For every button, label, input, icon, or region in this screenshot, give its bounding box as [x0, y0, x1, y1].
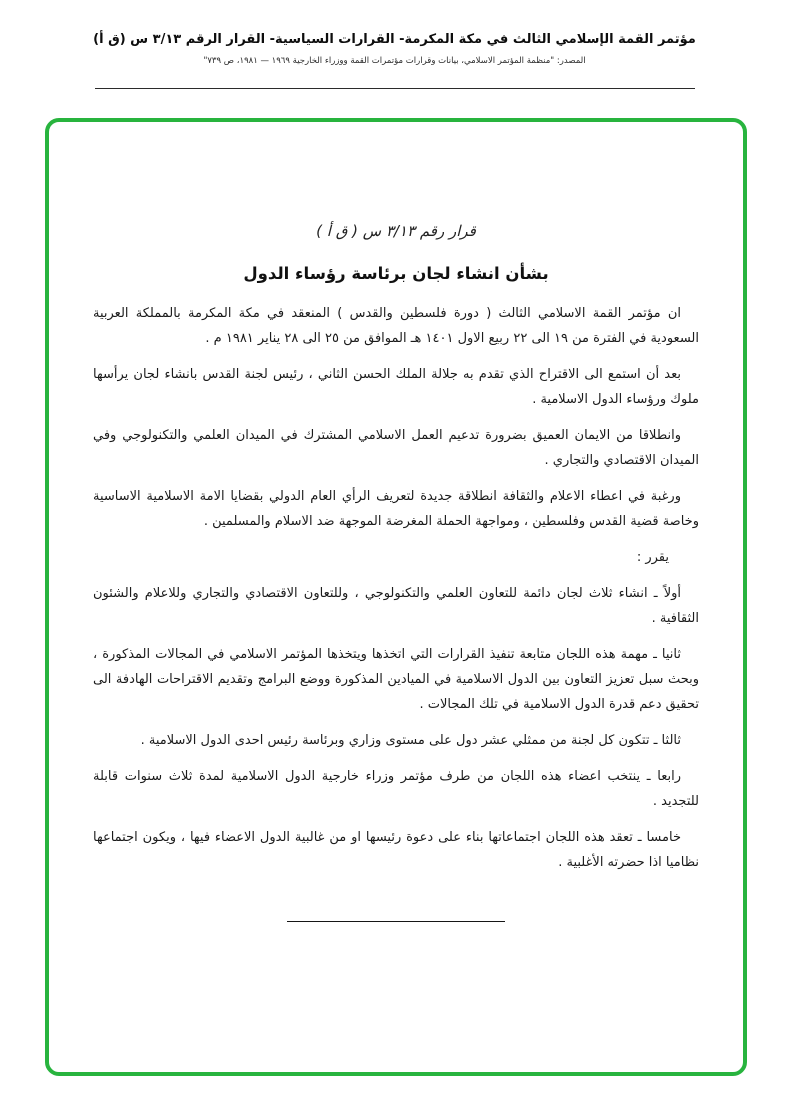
page-header-source: المصدر: "منظمة المؤتمر الاسلامي، بيانات وقرارات مؤتمرات القمة ووزراء الخارجية ١٩٦٩ — ١٩٨١، ص ٧٣٩" — [203, 56, 586, 66]
paragraph-motivation-2: ورغبة في اعطاء الاعلام والثقافة انطلاقة جديدة لتعريف الرأي العام الدولي بقضايا الامة الاسلامية الاساسية وخاصة قضية القدس وفلسطين ، ومواجهة الحملة المغرضة الموجهة ضد الاسلام والمسلمين . — [93, 489, 699, 529]
scanned-document — [49, 122, 743, 922]
paragraph-clause-1: أولاً ـ انشاء ثلاث لجان دائمة للتعاون العلمي والتكنولوجي ، وللتعاون الاقتصادي والتجاري وللاعلام والشئون الثقافية . — [93, 586, 699, 626]
paragraph-clause-2: ثانيا ـ مهمة هذه اللجان متابعة تنفيذ القرارات التي اتخذها ويتخذها المؤتمر الاسلامي في المجالات المذكورة ، وبحث سبل تعزيز التعاون بين الدول الاسلامية في الميادين المذكورة ووضع البرامج وتقديم الاقتراحات الهادفة الى تحقيق دعم قدرة الدول الاسلامية في تلك المجالات . — [93, 647, 699, 712]
paragraph-clause-4: رابعا ـ ينتخب اعضاء هذه اللجان من طرف مؤتمر وزراء خارجية الدول الاسلامية لمدة ثلاث سنوات قابلة للتجديد . — [93, 769, 699, 809]
paragraph-clause-3: ثالثا ـ تتكون كل لجنة من ممثلي عشر دول على مستوى وزاري وبرئاسة رئيس احدى الدول الاسلامية . — [140, 733, 681, 748]
paragraph-clause-5: خامسا ـ تعقد هذه اللجان اجتماعاتها بناء على دعوة رئيسها او من غالبية الدول الاعضاء فيها ، ويكون اجتماعها نظاميا اذا حضرته الأغلبية . — [93, 830, 699, 870]
header-divider — [95, 88, 695, 89]
page-header-title: مؤتمر القمة الإسلامي الثالث في مكة المكرمة- القرارات السياسية- القرار الرقم ٣/١٣ س (ق أ) — [93, 32, 696, 47]
paragraph-motivation-1: وانطلاقا من الايمان العميق بضرورة تدعيم العمل الاسلامي المشترك في الميدان العلمي والتكنولوجي وفي الميدان الاقتصادي والتجاري . — [93, 428, 699, 468]
paragraph-proposal: بعد أن استمع الى الاقتراح الذي تقدم به جلالة الملك الحسن الثاني ، رئيس لجنة القدس بانشاء لجان يرأسها ملوك ورؤساء الدول الاسلامية . — [93, 367, 699, 407]
paragraph-preamble: ان مؤتمر القمة الاسلامي الثالث ( دورة فلسطين والقدس ) المنعقد في مكة المكرمة بالمملكة العربية السعودية في الفترة من ١٩ الى ٢٢ ربيع الاول ١٤٠١ هـ الموافق من ٢٥ الى ٢٨ يناير ١٩٨١ م . — [93, 306, 699, 346]
page-header — [0, 32, 789, 66]
paragraph-decides: يقرر : — [636, 550, 669, 565]
document-frame — [45, 118, 747, 1076]
decree-number: قرار رقم ٣/١٣ س ( ق أ ) — [316, 222, 476, 240]
signature-line — [287, 921, 505, 922]
decree-subject: بشأن انشاء لجان برئاسة رؤساء الدول — [243, 264, 549, 283]
